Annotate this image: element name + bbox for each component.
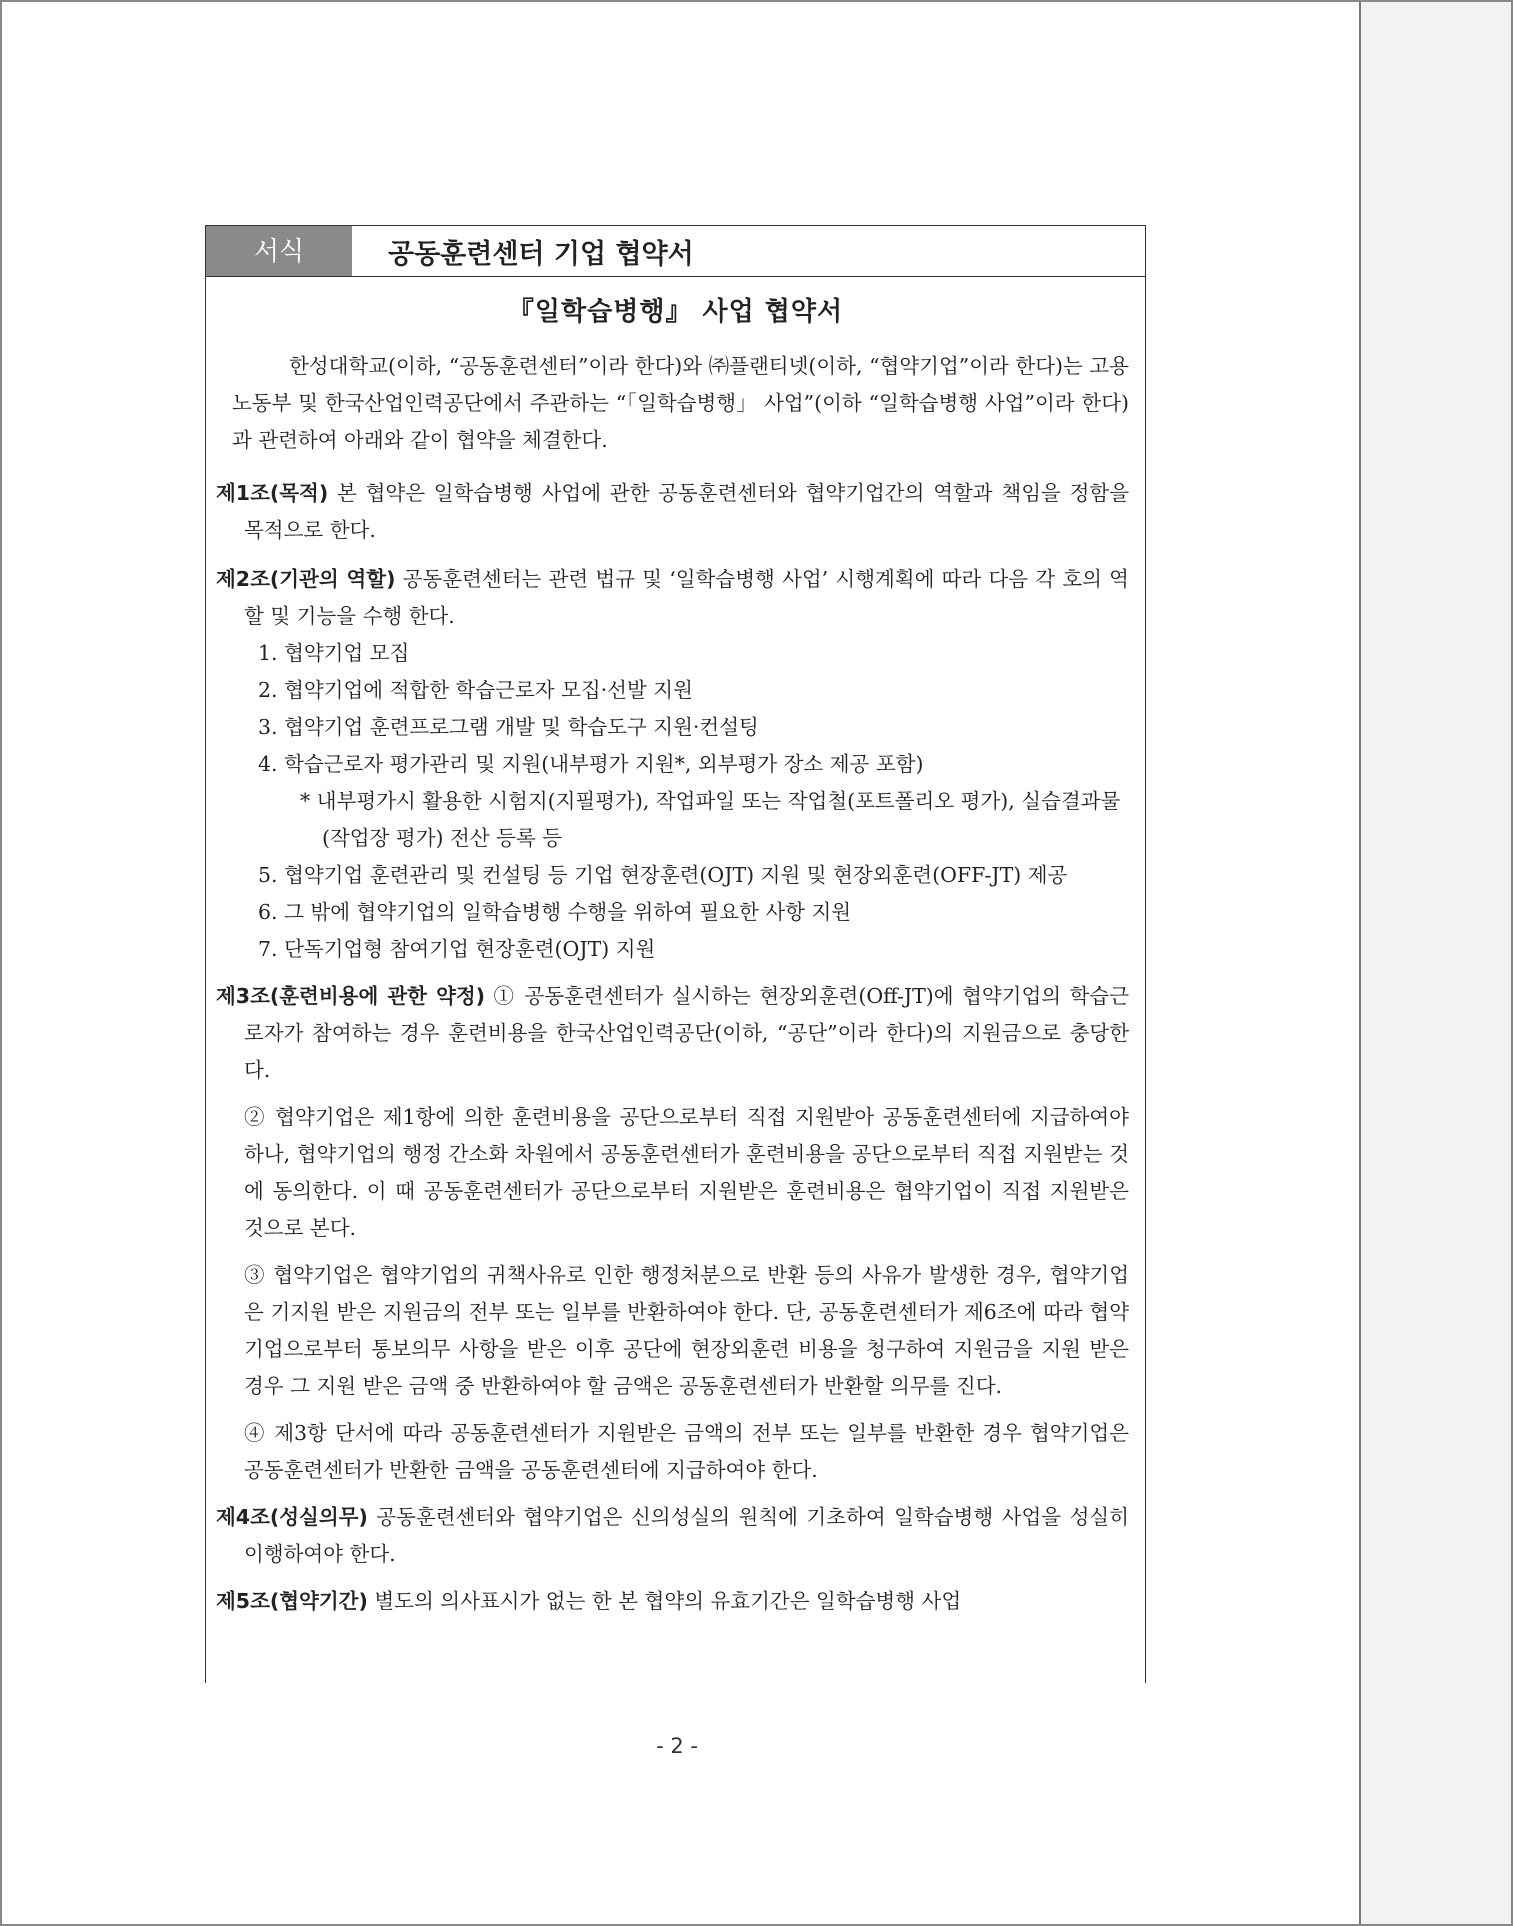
list-item: 6. 그 밖에 협약기업의 일학습병행 수행을 위하여 필요한 사항 지원 [258, 900, 852, 924]
article-4-body: 공동훈련센터와 협약기업은 신의성실의 원칙에 기초하여 일학습병행 사업을 성실히 이행하여야 한다. [244, 1505, 1129, 1566]
article-2-heading: 제2조(기관의 역할) [216, 567, 396, 591]
article-1 [216, 475, 1135, 549]
list-item: 7. 단독기업형 참여기업 현장훈련(OJT) 지원 [258, 937, 656, 961]
article-2 [216, 561, 1135, 635]
document-title: 『일학습병행』 사업 협약서 [507, 297, 844, 327]
article-5-body: 별도의 의사표시가 없는 한 본 협약의 유효기간은 일학습병행 사업 [367, 1589, 962, 1613]
article-5 [216, 1583, 1135, 1620]
page-number: - 2 - [656, 1734, 698, 1758]
list-item: 2. 협약기업에 적합한 학습근로자 모집·선발 지원 [258, 678, 693, 702]
article-3-body: ① 공동훈련센터가 실시하는 현장외훈련(Off-JT)에 협약기업의 학습근로자가 참여하는 경우 훈련비용을 한국산업인력공단(이하, “공단”이라 한다)의 지원금으로 충당한다. [244, 984, 1129, 1082]
article-3-paragraph-2: ② 협약기업은 제1항에 의한 훈련비용을 공단으로부터 직접 지원받아 공동훈련센터에 지급하여야 하나, 협약기업의 행정 간소화 차원에서 공동훈련센터가 훈련비용을 공단으로부터 직접 지원받는 것에 동의한다. 이 때 공동훈련센터가 공단으로부터 지원받은 훈련비용은 협약기업이 직접 지원받은 것으로 본다. [244, 1105, 1129, 1240]
scrollbar-area [1359, 2, 1511, 1924]
article-1-body: 본 협약은 일학습병행 사업에 관한 공동훈련센터와 협약기업간의 역할과 책임을 정함을 목적으로 한다. [244, 481, 1129, 542]
list-item: 1. 협약기업 모집 [258, 641, 410, 665]
form-header [206, 226, 1145, 277]
list-item: 3. 협약기업 훈련프로그램 개발 및 학습도구 지원·컨설팅 [258, 715, 759, 739]
form-tag: 서식 [206, 226, 352, 276]
article-5-heading: 제5조(협약기간) [216, 1589, 368, 1613]
article-2-list [216, 635, 1135, 968]
list-note: * 내부평가시 활용한 시험지(지필평가), 작업파일 또는 작업철(포트폴리오 평가), 실습결과물(작업장 평가) 전산 등록 등 [300, 789, 1121, 850]
list-item: 4. 학습근로자 평가관리 및 지원(내부평가 지원*, 외부평가 장소 제공 포함) [258, 752, 924, 776]
article-1-heading: 제1조(목적) [216, 481, 329, 505]
article-3 [216, 978, 1135, 1089]
article-3-paragraph-3: ③ 협약기업은 협약기업의 귀책사유로 인한 행정처분으로 반환 등의 사유가 발생한 경우, 협약기업은 기지원 받은 지원금의 전부 또는 일부를 반환하여야 한다. 단, 공동훈련센터가 제6조에 따라 협약기업으로부터 통보의무 사항을 받은 이후 공단에 현장외훈련 비용을 청구하여 지원금을 지원 받은 경우 그 지원 받은 금액 중 반환하여야 할 금액은 공동훈련센터가 반환할 의무를 진다. [244, 1263, 1129, 1398]
article-4-heading: 제4조(성실의무) [216, 1505, 368, 1529]
article-3-heading: 제3조(훈련비용에 관한 약정) [216, 984, 486, 1008]
form-frame [205, 225, 1146, 1683]
form-content [206, 291, 1145, 1620]
list-item: 5. 협약기업 훈련관리 및 컨설팅 등 기업 현장훈련(OJT) 지원 및 현장외훈련(OFF-JT) 제공 [258, 863, 1068, 887]
form-title: 공동훈련센터 기업 협약서 [352, 226, 1145, 276]
article-3-paragraph-4: ④ 제3항 단서에 따라 공동훈련센터가 지원받은 금액의 전부 또는 일부를 반환한 경우 협약기업은 공동훈련센터가 반환한 금액을 공동훈련센터에 지급하여야 한다. [244, 1421, 1129, 1482]
article-4 [216, 1499, 1135, 1573]
article-2-body: 공동훈련센터는 관련 법규 및 ‘일학습병행 사업’ 시행계획에 따라 다음 각 호의 역할 및 기능을 수행 한다. [244, 567, 1129, 628]
intro-paragraph: 한성대학교(이하, “공동훈련센터”이라 한다)와 ㈜플랜티넷(이하, “협약기업”이라 한다)는 고용노동부 및 한국산업인력공단에서 주관하는 “「일학습병행」 사업”(이하 “일학습병행 사업”이라 한다)과 관련하여 아래와 같이 협약을 체결한다. [232, 354, 1129, 452]
